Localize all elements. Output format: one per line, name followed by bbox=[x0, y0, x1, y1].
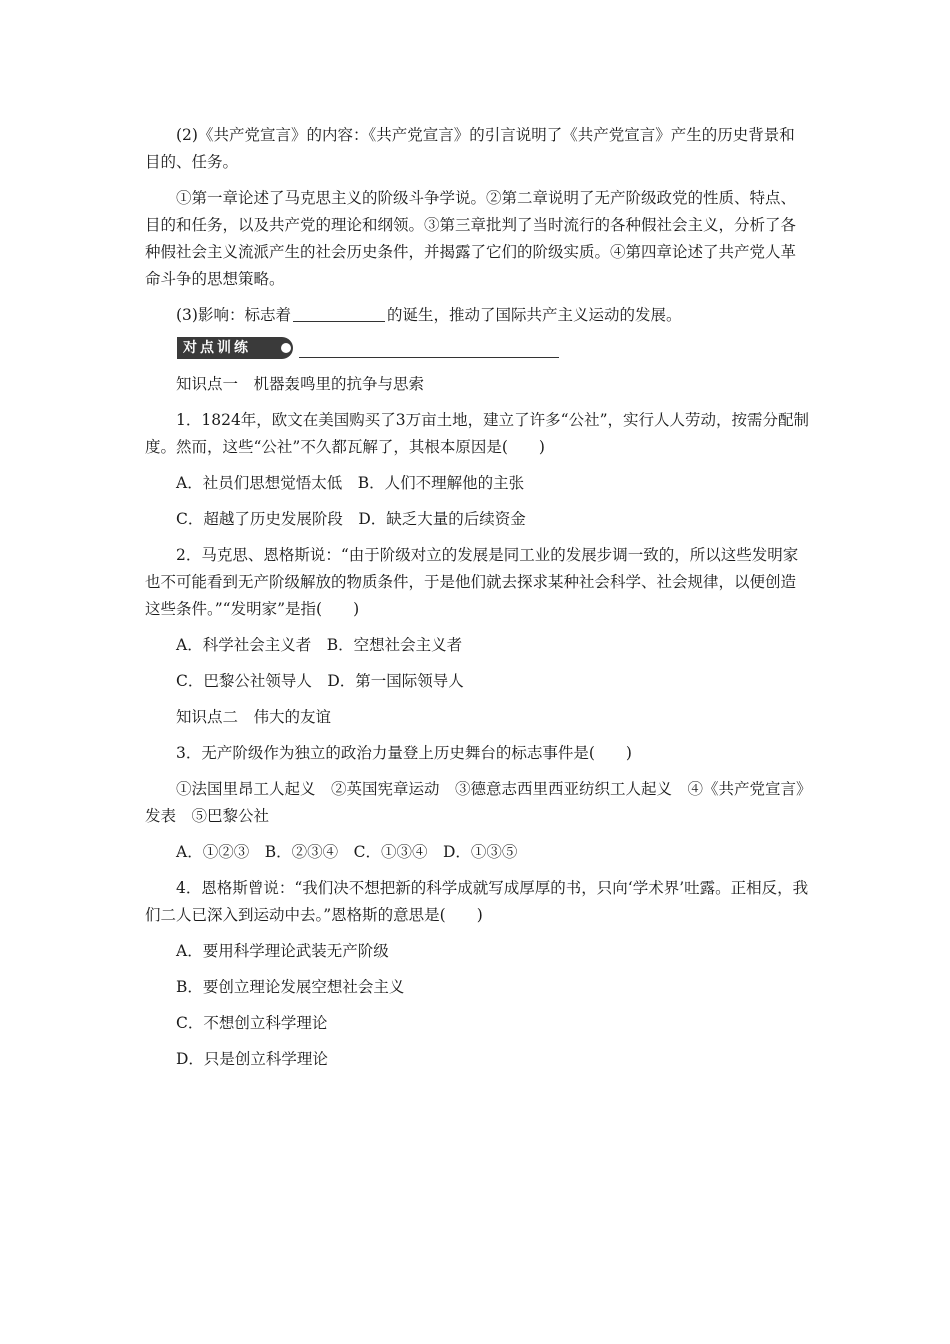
question-2-stem: 2．马克思、恩格斯说：“由于阶级对立的发展是同工业的发展步调一致的，所以这些发明家也不可能看到无产阶级解放的物质条件，于是他们就去探求某种社会科学、社会规律，以便创造这些条件。”“发明家”是指( ) bbox=[145, 546, 799, 618]
question-3-options: A．①②③ B．②③④ C．①③④ D．①③⑤ bbox=[176, 843, 518, 861]
question-2-options-ab: A．科学社会主义者 B．空想社会主义者 bbox=[176, 636, 463, 654]
question-1-options-cd: C．超越了历史发展阶段 D．缺乏大量的后续资金 bbox=[176, 510, 526, 528]
impact-suffix: 的诞生，推动了国际共产主义运动的发展。 bbox=[386, 306, 682, 324]
intro-paragraph-3 bbox=[145, 302, 810, 329]
question-3-stem: 3．无产阶级作为独立的政治力量登上历史舞台的标志事件是( ) bbox=[176, 744, 632, 762]
practice-banner bbox=[177, 337, 810, 359]
question-1-stem: 1．1824年，欧文在美国购买了3万亩土地，建立了许多“公社”，实行人人劳动，按需分配制度。然而，这些“公社”不久都瓦解了，其根本原因是( ) bbox=[145, 411, 810, 456]
banner-dot-icon bbox=[281, 343, 291, 353]
banner-label: 对点训练 bbox=[177, 337, 279, 359]
question-3-items: ①法国里昂工人起义 ②英国宪章运动 ③德意志西里西亚纺织工人起义 ④《共产党宣言》发表 ⑤巴黎公社 bbox=[145, 780, 804, 825]
intro-paragraph-2: (2)《共产党宣言》的内容：《共产党宣言》的引言说明了《共产党宣言》产生的历史背景和目的、任务。 bbox=[145, 126, 795, 171]
banner-divider bbox=[299, 357, 559, 358]
question-1-options-ab: A．社员们思想觉悟太低 B．人们不理解他的主张 bbox=[176, 474, 525, 492]
section-title-1: 知识点一 机器轰鸣里的抗争与思索 bbox=[176, 375, 425, 393]
question-4-stem: 4．恩格斯曾说：“我们决不想把新的科学成就写成厚厚的书，只向‘学术界’吐露。正相反，我们二人已深入到运动中去。”恩格斯的意思是( ) bbox=[145, 879, 809, 924]
question-4-option-c: C．不想创立科学理论 bbox=[176, 1014, 328, 1032]
question-4-option-a: A．要用科学理论武装无产阶级 bbox=[176, 942, 389, 960]
section-title-2: 知识点二 伟大的友谊 bbox=[176, 708, 332, 726]
impact-prefix: (3)影响：标志着 bbox=[176, 306, 291, 324]
question-4-option-b: B．要创立理论发展空想社会主义 bbox=[176, 978, 405, 996]
page-content bbox=[145, 122, 810, 1082]
question-4-option-d: D．只是创立科学理论 bbox=[176, 1050, 328, 1068]
question-2-options-cd: C．巴黎公社领导人 D．第一国际领导人 bbox=[176, 672, 464, 690]
intro-chapters: ①第一章论述了马克思主义的阶级斗争学说。②第二章说明了无产阶级政党的性质、特点、目的和任务，以及共产党的理论和纲领。③第三章批判了当时流行的各种假社会主义，分析了各种假社会主义流派产生的社会历史条件，并揭露了它们的阶级实质。④第四章论述了共产党人革命斗争的思想策略。 bbox=[145, 189, 797, 288]
fill-in-blank[interactable] bbox=[293, 305, 385, 322]
